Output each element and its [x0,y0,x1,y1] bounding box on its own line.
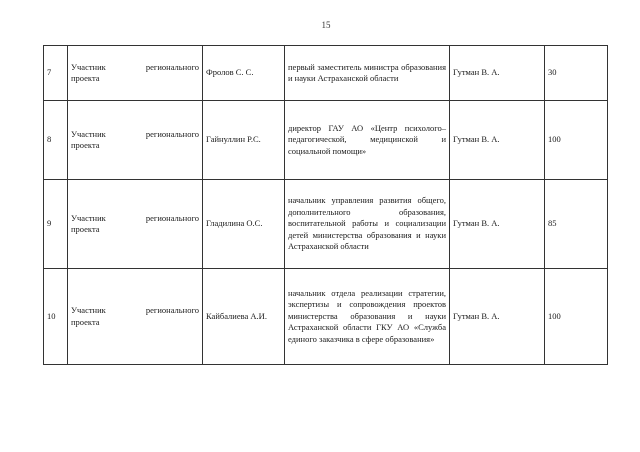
participant-position: начальник управления развития общего, дополнительного образования, воспитательной работы и социализации детей министерства образования и науки Астраханской области [285,180,450,269]
participant-name: Гладилина О.С. [203,180,285,269]
supervisor-name: Гутман В. А. [450,269,545,365]
table-row [44,46,608,101]
role-cell [68,269,203,365]
page-number: 15 [321,20,331,30]
role-cell [68,180,203,269]
table-row [44,101,608,180]
role-word: проекта [71,224,100,234]
row-number: 10 [44,269,68,365]
participant-name: Гайнуллин Р.С. [203,101,285,180]
participant-position: первый заместитель министра образования и науки Астраханской области [285,46,450,101]
row-number: 9 [44,180,68,269]
role-word: Участник [71,212,106,223]
row-number: 7 [44,46,68,101]
role-word: регионального [145,305,199,315]
participation-value: 100 [545,101,608,180]
participant-position: директор ГАУ АО «Центр психолого–педагогической, медицинской и социальной помощи» [285,101,450,180]
role-cell [68,46,203,101]
participation-value: 30 [545,46,608,101]
participant-position: начальник отдела реализации стратегии, экспертизы и сопровождения проектов министерства образования и науки Астраханской области ГКУ АО «Служба единого заказчика в сфере образования» [285,269,450,365]
role-word: регионального [145,212,199,223]
role-word: регионального [145,61,199,72]
participation-value: 100 [545,269,608,365]
supervisor-name: Гутман В. А. [450,46,545,101]
supervisor-name: Гутман В. А. [450,180,545,269]
table-row [44,180,608,269]
role-word: регионального [145,128,199,139]
table-row [44,269,608,365]
role-word: Участник [71,61,106,72]
participant-name: Фролов С. С. [203,46,285,101]
row-number: 8 [44,101,68,180]
supervisor-name: Гутман В. А. [450,101,545,180]
participation-value: 85 [545,180,608,269]
role-word: Участник [71,128,106,139]
participant-name: Кайбалиева А.И. [203,269,285,365]
role-word: проекта [71,140,100,150]
role-cell [68,101,203,180]
participants-table [43,45,608,365]
role-word: проекта [71,316,100,327]
role-word: Участник [71,305,106,315]
role-word: проекта [71,73,100,83]
